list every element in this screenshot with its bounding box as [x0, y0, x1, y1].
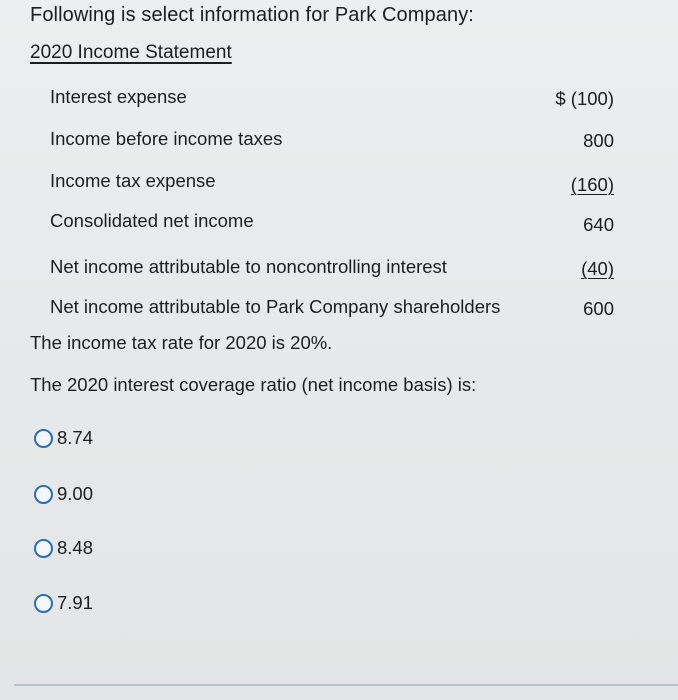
statement-row-label: Income before income taxes [50, 128, 283, 149]
tax-rate-note: The income tax rate for 2020 is 20%. [30, 332, 333, 353]
radio-button-icon[interactable] [34, 594, 53, 613]
intro-text: Following is select information for Park Company: [30, 4, 474, 26]
answer-option-3[interactable] [34, 535, 93, 561]
statement-row-value: 600 [583, 298, 614, 319]
statement-row-value: $ (100) [555, 88, 614, 109]
statement-row-noncontrolling-interest [0, 256, 678, 282]
statement-row-consolidated-net-income [0, 210, 678, 236]
statement-row-value: 640 [583, 214, 614, 235]
statement-row-value: (40) [581, 258, 614, 279]
statement-row-label: Net income attributable to noncontrolling interest [50, 256, 447, 277]
statement-row-interest-expense [0, 86, 678, 112]
statement-row-label: Consolidated net income [50, 210, 254, 231]
radio-button-icon[interactable] [34, 485, 53, 504]
statement-title: 2020 Income Statement [30, 42, 232, 63]
answer-option-4[interactable] [34, 590, 93, 616]
answer-option-2[interactable] [34, 481, 93, 507]
statement-row-income-tax-expense [0, 170, 678, 196]
statement-row-value: (160) [570, 174, 614, 195]
statement-row-label: Interest expense [50, 86, 187, 107]
statement-row-income-before-taxes [0, 128, 678, 154]
radio-button-icon[interactable] [34, 429, 53, 448]
answer-option-label: 8.48 [57, 537, 94, 558]
answer-option-label: 9.00 [57, 483, 94, 504]
answer-option-1[interactable] [34, 425, 93, 451]
statement-row-label: Income tax expense [50, 170, 216, 191]
question-prompt: The 2020 interest coverage ratio (net income basis) is: [30, 374, 477, 395]
statement-row-value: 800 [583, 130, 614, 151]
statement-row-park-shareholders [0, 296, 678, 322]
statement-row-label: Net income attributable to Park Company shareholders [50, 296, 501, 317]
answer-option-label: 7.91 [57, 592, 94, 613]
answer-option-label: 8.74 [57, 427, 94, 448]
bottom-divider [14, 684, 678, 686]
radio-button-icon[interactable] [34, 539, 53, 558]
